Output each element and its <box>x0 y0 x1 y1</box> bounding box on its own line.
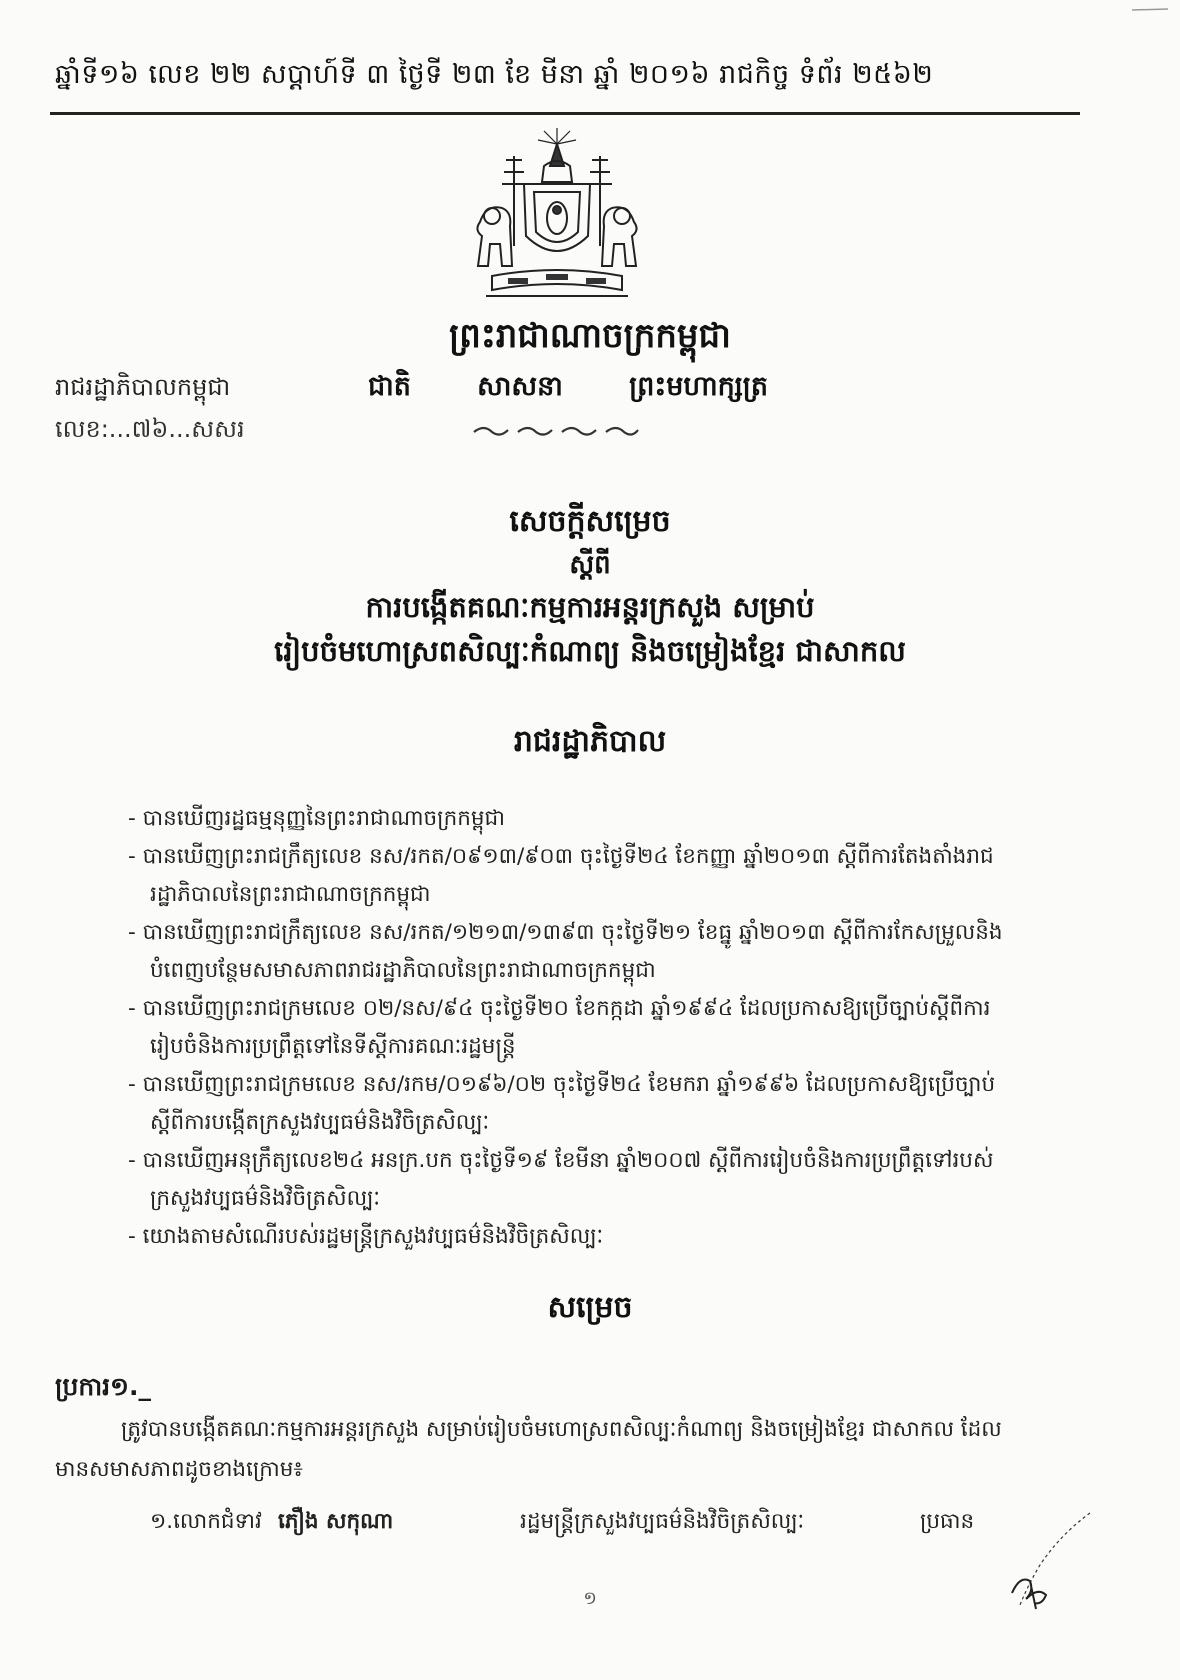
issuer-name: រាជរដ្ឋាភិបាលកម្ពុជា <box>55 373 231 401</box>
scan-corner-mark <box>1130 6 1170 14</box>
recital-item: - បានឃើញអនុក្រឹត្យលេខ២៤ អនក្រ.បក ចុះថ្ងៃទី១៩ ខែមីនា ឆ្នាំ២០០៧ ស្តីពីការរៀបចំនិងការប្រព្រឹត្តទៅរបស់ក្រសួងវប្បធម៌និងវិចិត្រសិល្បៈ <box>128 1148 994 1211</box>
member-role: ប្រធាន <box>920 1509 975 1534</box>
recital-item: - បានឃើញព្រះរាជក្រមលេខ នស/រកម/០១៩៦/០២ ចុះថ្ងៃទី២៤ ខែមករា ឆ្នាំ១៩៩៦ ដែលប្រកាសឱ្យប្រើច្បាប់ស្តីពីការបង្កើតក្រសួងវប្បធម៌និងវិចិត្រសិល្បៈ <box>128 1072 996 1135</box>
kingdom-title: ព្រះរាជាណាចក្រកម្ពុជា <box>449 316 731 356</box>
ornamental-divider <box>470 422 640 440</box>
article-1-body: ត្រូវបានបង្កើតគណៈកម្មការអន្តរក្រសួង សម្រាប់រៀបចំមហោស្រពសិល្បៈកំណាព្យ និងចម្រៀងខ្មែរ ជាសាកល ដែលមានសមាសភាពដូចខាងក្រោម៖ <box>55 1417 1002 1482</box>
gazette-header: ឆ្នាំទី១៦ លេខ ២២ សប្តាហ៍ទី ៣ ថ្ងៃទី ២៣ ខែ មីនា ឆ្នាំ ២០១៦ រាជកិច្ច ទំព័រ ២៥៦២ <box>55 59 934 90</box>
recital-item: - បានឃើញព្រះរាជក្រមលេខ ០២/នស/៩៤ ចុះថ្ងៃទី២០ ខែកក្កដា ឆ្នាំ១៩៩៤ ដែលប្រកាសឱ្យប្រើច្បាប់ស្តីពីការរៀបចំនិងការប្រព្រឹត្តទៅនៃទីស្តីការគណៈរដ្ឋមន្ត្រី <box>128 996 991 1059</box>
recital-item: - បានឃើញព្រះរាជក្រឹត្យលេខ នស/រកត/១២១៣/១៣៩៣ ចុះថ្ងៃទី២១ ខែធ្នូ ឆ្នាំ២០១៣ ស្តីពីការកែសម្រួលនិងបំពេញបន្ថែមសមាសភាពរាជរដ្ឋាភិបាលនៃព្រះរាជាណាចក្រកម្ពុជា <box>128 920 1003 983</box>
recitals-list <box>128 800 1028 1256</box>
title-subject-line-1: ការបង្កើតគណៈកម្មការអន្តរក្រសួង សម្រាប់ <box>365 590 815 624</box>
motto-king: ព្រះមហាក្សត្រ <box>629 371 768 402</box>
header-divider <box>50 112 1080 115</box>
royal-coat-of-arms-emblem <box>462 126 652 306</box>
title-subject-line-2: រៀបចំមហោស្រពសិល្បៈកំណាព្យ និងចម្រៀងខ្មែរ ជាសាកល <box>274 634 906 668</box>
recital-item: - បានឃើញរដ្ឋធម្មនុញ្ញនៃព្រះរាជាណាចក្រកម្ពុជា <box>128 806 505 831</box>
article-1-label: ប្រការ១._ <box>55 1372 151 1401</box>
member-name: ភឿង សកុណា <box>278 1509 394 1534</box>
recital-item: - យោងតាមសំណើរបស់រដ្ឋមន្ត្រីក្រសួងវប្បធម៌និងវិចិត្រសិល្បៈ <box>128 1224 604 1249</box>
national-motto <box>368 370 768 409</box>
decision-heading: សម្រេច <box>547 1290 633 1325</box>
motto-nation: ជាតិ <box>368 371 411 402</box>
recital-item: - បានឃើញព្រះរាជក្រឹត្យលេខ នស/រកត/០៩១៣/៩០៣ ចុះថ្ងៃទី២៤ ខែកញ្ញា ឆ្នាំ២០១៣ ស្តីពីការតែងតាំងរាជរដ្ឋាភិបាលនៃព្រះរាជាណាចក្រកម្ពុជា <box>128 844 994 907</box>
title-concerning: ស្តីពី <box>569 550 611 580</box>
document-number: លេខ:...៧៦...សសរ <box>55 415 245 443</box>
member-title: ១.លោកជំទាវ <box>150 1509 262 1534</box>
motto-religion: សាសនា <box>477 371 563 402</box>
issuer-heading: រាជរដ្ឋាភិបាល <box>513 724 667 759</box>
page-number: ១ <box>583 1588 597 1609</box>
member-position: រដ្ឋមន្ត្រីក្រសួងវប្បធម៌និងវិចិត្រសិល្បៈ <box>520 1509 805 1534</box>
decision-title: សេចក្តីសម្រេច <box>509 504 671 539</box>
